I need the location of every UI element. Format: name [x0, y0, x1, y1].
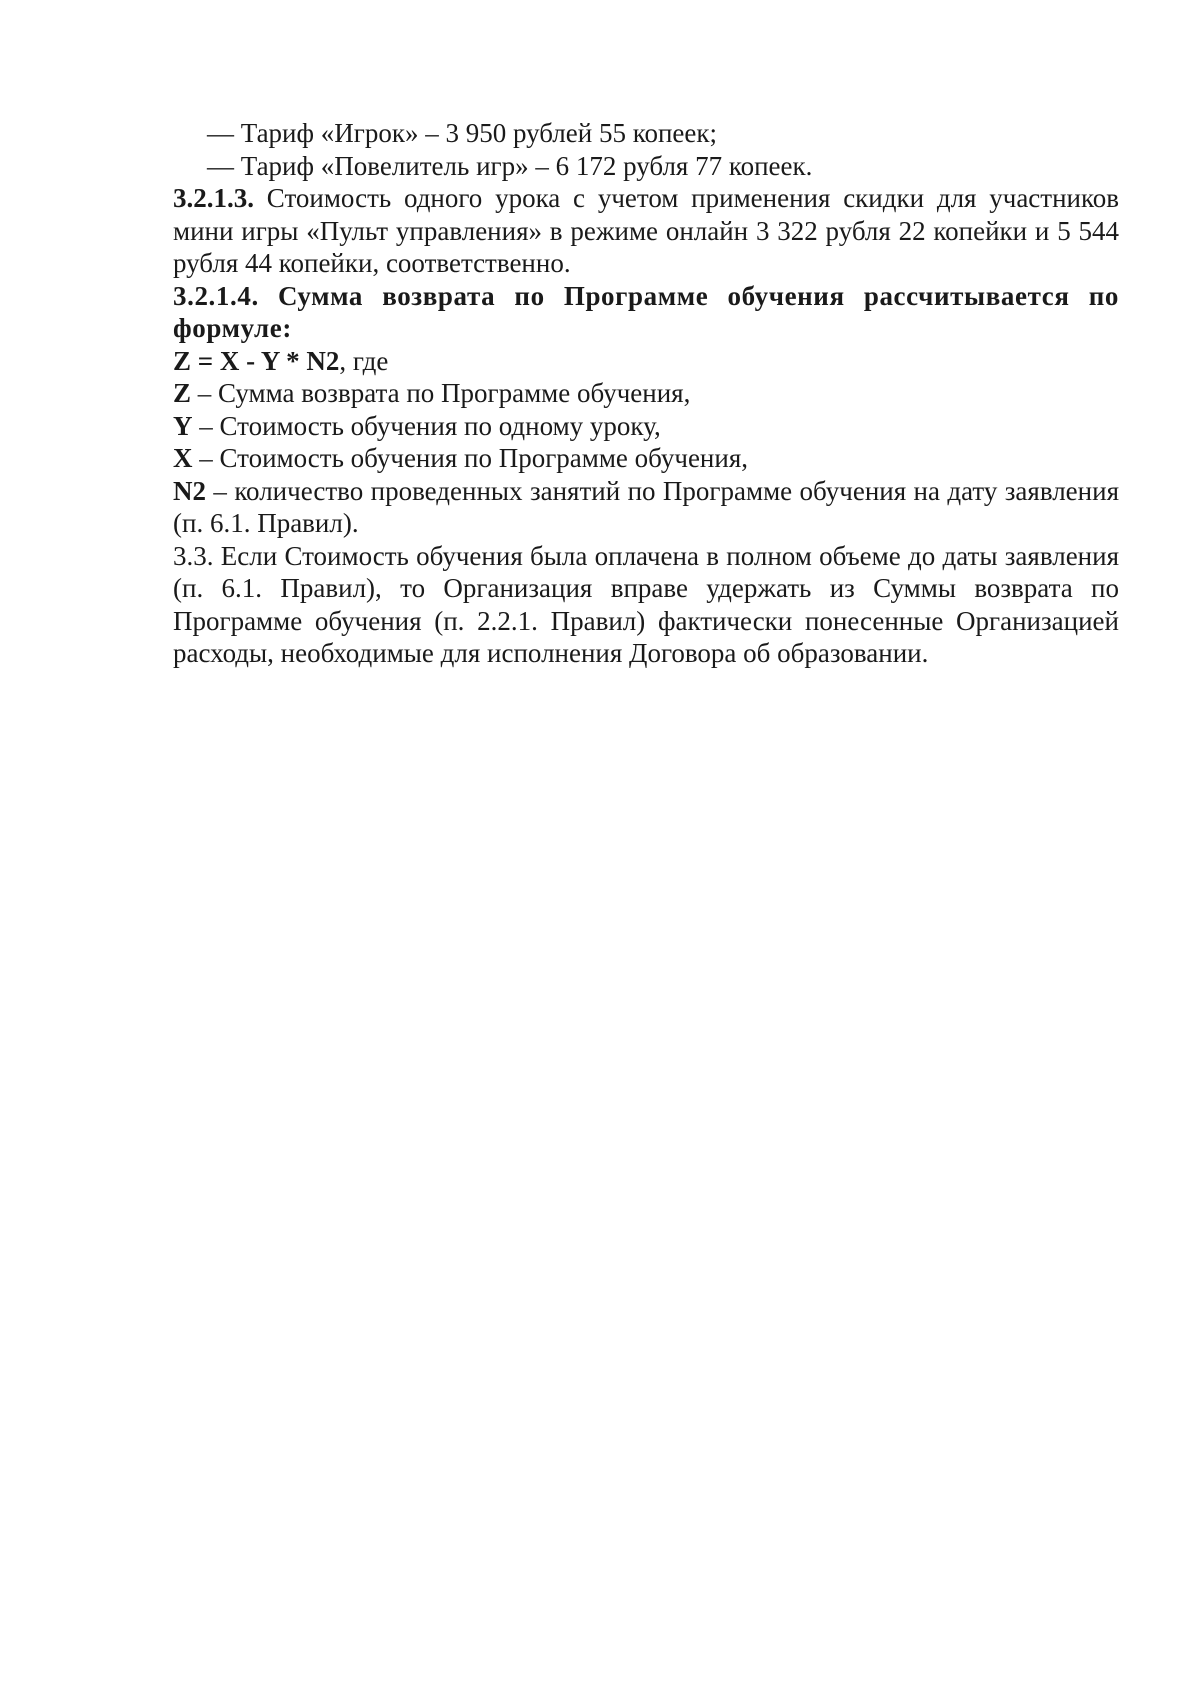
document-body: [173, 117, 1119, 670]
definition-x: [173, 442, 1119, 475]
tariff-line-povelitel: [173, 150, 1119, 183]
definition-symbol: Z: [173, 378, 192, 408]
definition-text: – количество проведенных занятий по Программе обучения на дату заявления (п. 6.1. Правил).: [173, 475, 1119, 538]
tariff-dash: —: [207, 150, 234, 181]
tariff-line-igrok: [173, 117, 1119, 150]
definition-z: [173, 377, 1119, 410]
formula-suffix: , где: [339, 345, 389, 376]
tariff-dash: —: [207, 118, 234, 148]
formula-line: [173, 345, 1119, 378]
formula-expression: Z = X - Y * N2: [173, 345, 340, 376]
clause-3-3: 3.3. Если Стоимость обучения была оплачена в полном объеме до даты заявления (п. 6.1. Правил), то Организация вправе удержать из Суммы возврата по Программе обучения (п. 2.2.1. Правил) фактически понесенные Организацией расходы, необходимые для исполнения Договора об образовании.: [173, 540, 1119, 668]
definition-text: – Стоимость обучения по одному уроку,: [192, 410, 661, 441]
definition-symbol: Y: [173, 410, 193, 441]
tariff-text: Тариф «Игрок» – 3 950 рублей 55 копеек;: [234, 118, 717, 148]
clause-number: 3.2.1.3.: [173, 183, 254, 213]
definition-symbol: X: [173, 443, 193, 473]
definition-text: – Стоимость обучения по Программе обучения,: [192, 443, 748, 473]
definition-text: – Сумма возврата по Программе обучения,: [191, 378, 691, 408]
definition-n2: [173, 475, 1119, 540]
tariff-text: Тариф «Повелитель игр» – 6 172 рубля 77 копеек.: [234, 150, 813, 181]
clause-3-2-1-3: [173, 182, 1119, 280]
clause-3-2-1-4-heading: 3.2.1.4. Сумма возврата по Программе обучения рассчитывается по формуле:: [173, 280, 1119, 343]
definition-y: [173, 410, 1119, 443]
definition-symbol: N2: [173, 475, 206, 506]
clause-text: Стоимость одного урока с учетом применения скидки для участников мини игры «Пульт управления» в режиме онлайн 3 322 рубля 22 копейки и 5 544 рубля 44 копейки, соответственно.: [173, 183, 1119, 278]
